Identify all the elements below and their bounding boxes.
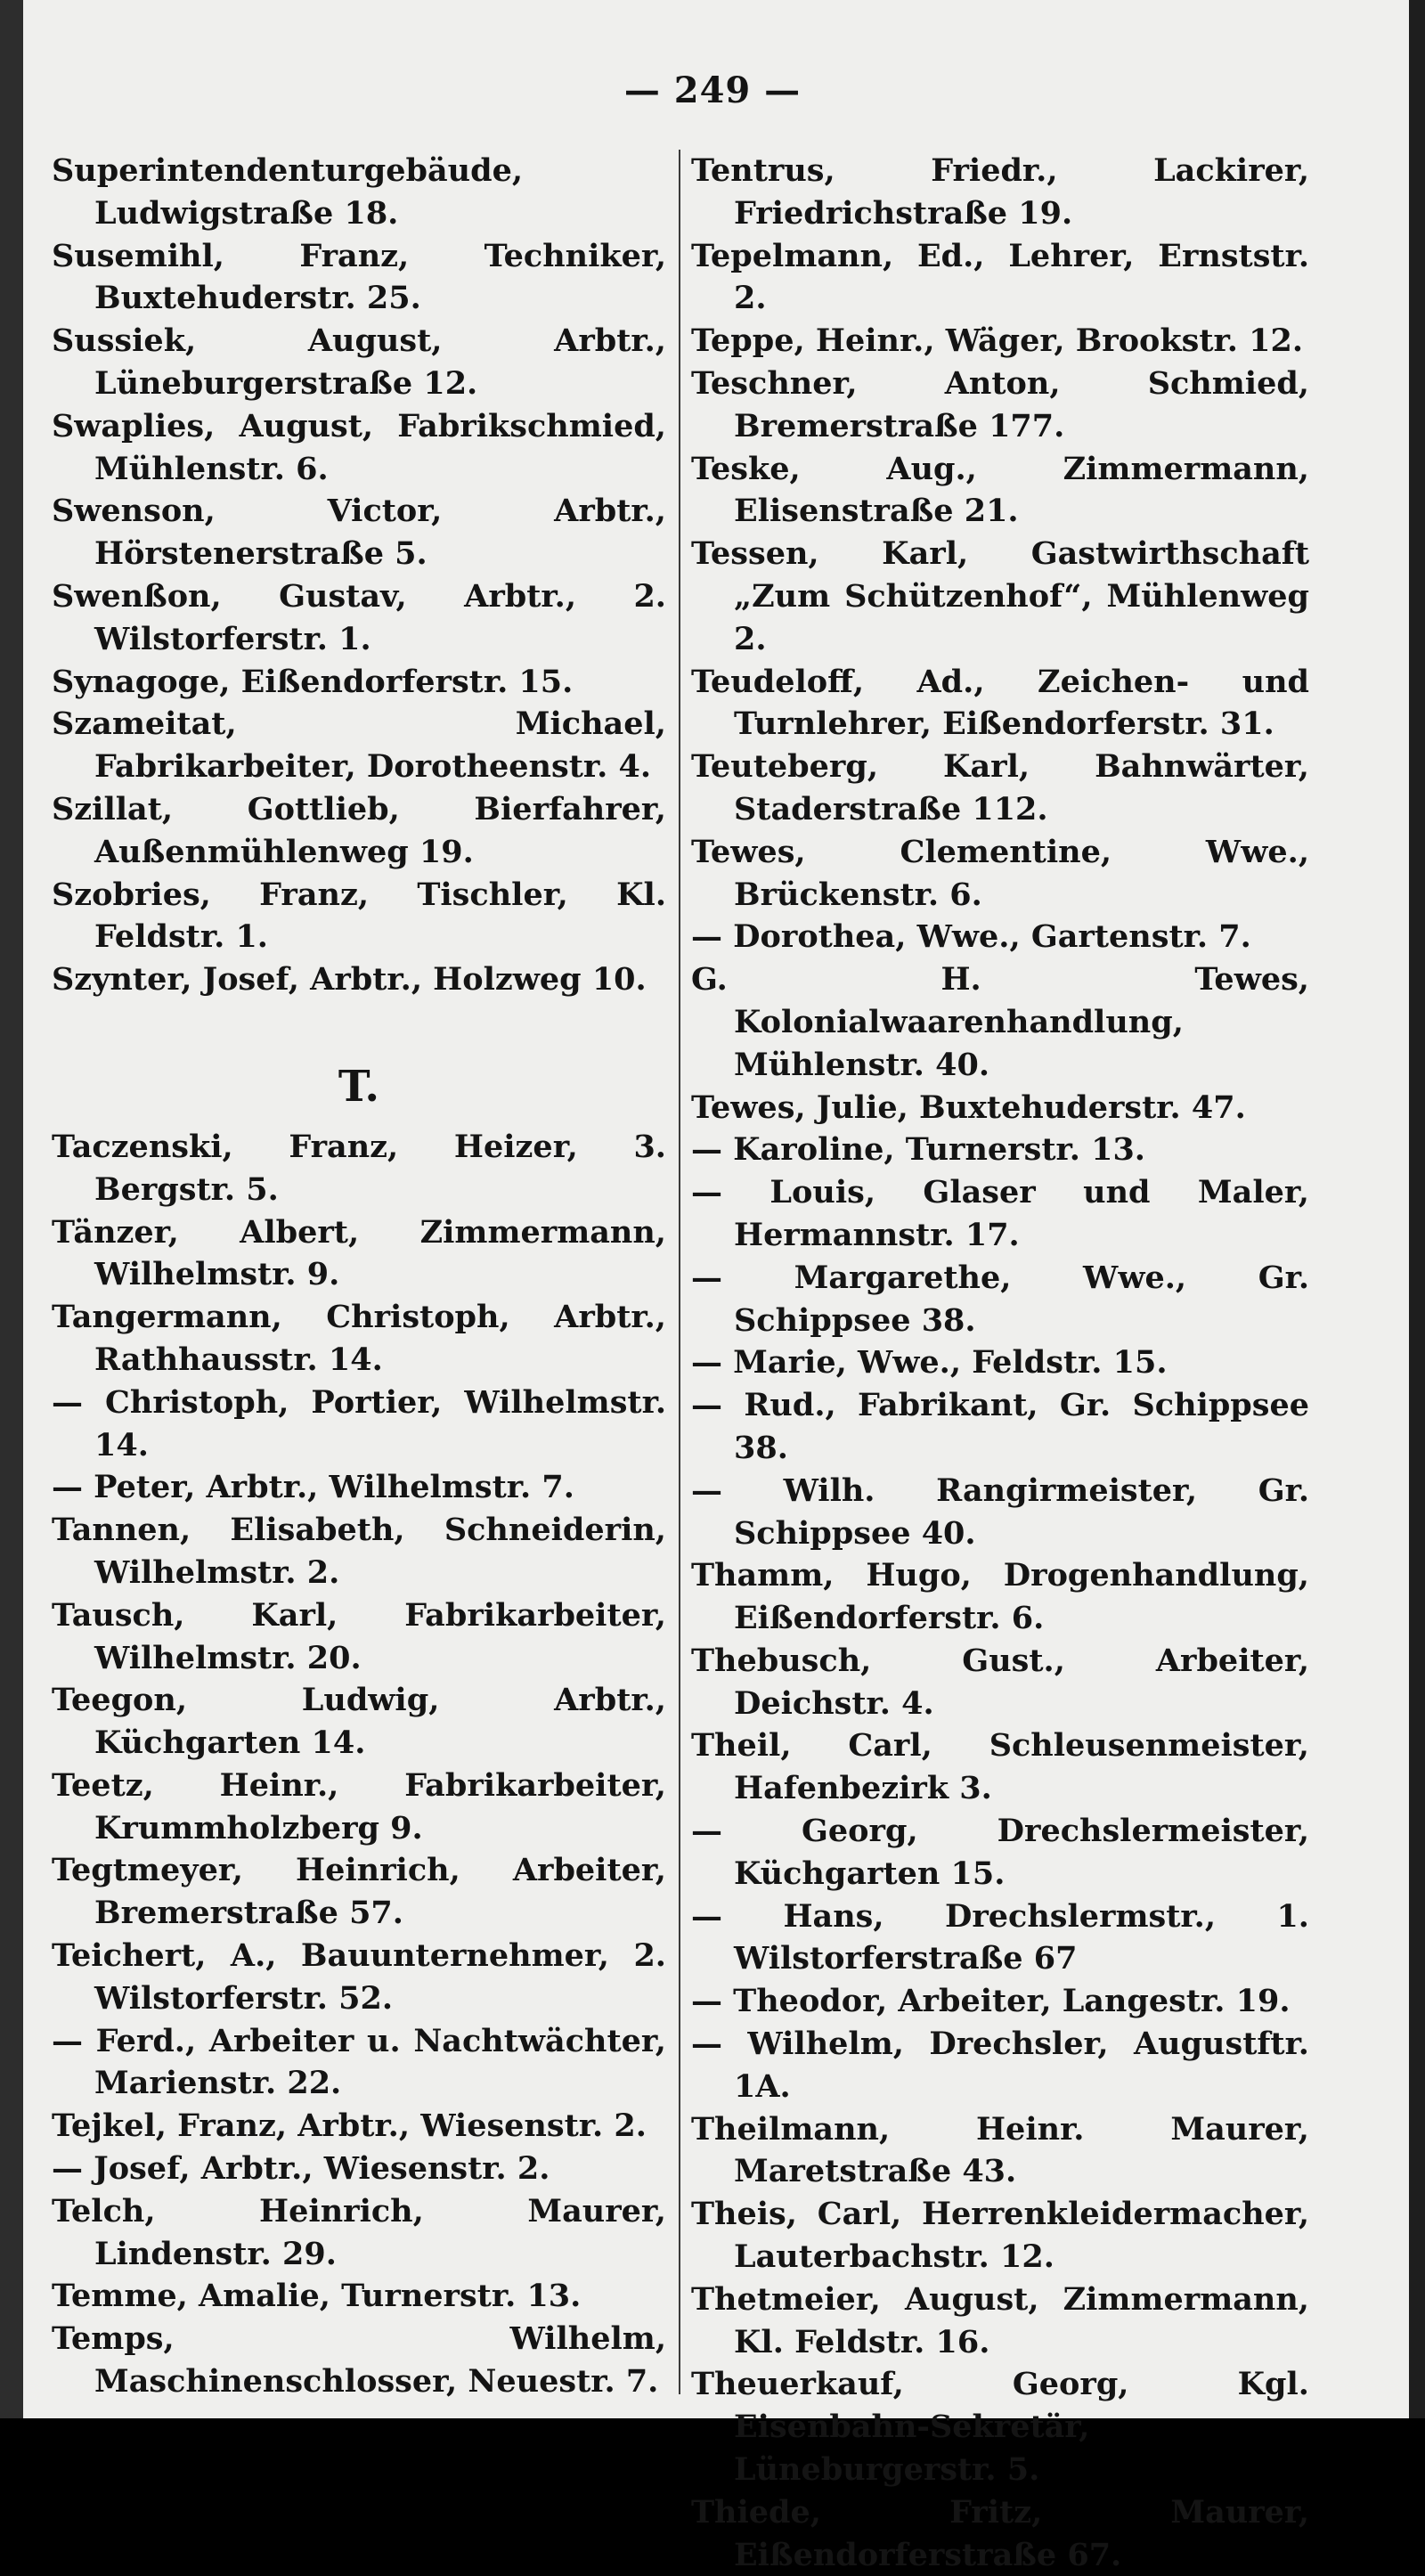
directory-entry: Tessen, Karl, Gastwirthschaft „Zum Schützenhof“, Mühlenweg 2. [691, 535, 1309, 657]
directory-entry: Szillat, Gottlieb, Bierfahrer, Außenmühlenweg 19. [52, 790, 666, 870]
directory-entry: Sussiek, August, Arbtr., Lüneburgerstraße 12. [52, 322, 666, 402]
directory-entry: — Peter, Arbtr., Wilhelmstr. 7. [52, 1469, 574, 1506]
directory-entry: Theis, Carl, Herrenkleidermacher, Lauterbachstr. 12. [691, 2196, 1309, 2276]
page-edge-left [0, 0, 23, 2418]
directory-entry: Szynter, Josef, Arbtr., Holzweg 10. [52, 961, 647, 999]
directory-entry: Teudeloff, Ad., Zeichen- und Turnlehrer, Eißendorferstr. 31. [691, 663, 1309, 743]
directory-entry: — Hans, Drechslermstr., 1. Wilstorferstraße 67 [691, 1897, 1309, 1977]
directory-entry: Temme, Amalie, Turnerstr. 13. [52, 2278, 582, 2315]
directory-entry: Tewes, Julie, Buxtehuderstr. 47. [691, 1088, 1246, 1126]
directory-entry: Teetz, Heinr., Fabrikarbeiter, Krummholzberg 9. [52, 1766, 666, 1846]
directory-entry: Tegtmeyer, Heinrich, Arbeiter, Bremerstraße 57. [52, 1852, 666, 1932]
directory-entry: — Rud., Fabrikant, Gr. Schippsee 38. [691, 1387, 1309, 1466]
directory-entry: Swenson, Victor, Arbtr., Hörstenerstraße 5. [52, 493, 666, 573]
directory-entry: Theil, Carl, Schleusenmeister, Hafenbezirk 3. [691, 1727, 1309, 1807]
directory-entry: — Karoline, Turnerstr. 13. [691, 1131, 1145, 1169]
directory-entry: Tejkel, Franz, Arbtr., Wiesenstr. 2. [52, 2107, 647, 2145]
directory-entry: — Margarethe, Wwe., Gr. Schippsee 38. [691, 1259, 1309, 1339]
directory-entry: Superintendenturgebäude, Ludwigstraße 18. [52, 152, 524, 232]
section-letter-heading: T. [338, 1061, 380, 1112]
directory-entry: Teichert, A., Bauunternehmer, 2. Wilstorferstr. 52. [52, 1937, 666, 2017]
directory-entry: Teske, Aug., Zimmermann, Elisenstraße 21. [691, 450, 1309, 530]
directory-entry: Tangermann, Christoph, Arbtr., Rathhausstr. 14. [52, 1299, 666, 1378]
directory-entry: Taczenski, Franz, Heizer, 3. Bergstr. 5. [52, 1128, 666, 1208]
directory-entry: Teppe, Heinr., Wäger, Brookstr. 12. [691, 322, 1304, 360]
directory-entry: Susemihl, Franz, Techniker, Buxtehuderstr. 25. [52, 237, 666, 317]
directory-entry: Teegon, Ludwig, Arbtr., Küchgarten 14. [52, 1682, 666, 1762]
directory-entry: Theilmann, Heinr. Maurer, Maretstraße 43. [691, 2110, 1309, 2190]
directory-entry: — Georg, Drechslermeister, Küchgarten 15. [691, 1813, 1309, 1892]
directory-entry: — Wilhelm, Drechsler, Augustftr. 1A. [691, 2026, 1309, 2105]
directory-entry: Swenßon, Gustav, Arbtr., 2. Wilstorferstr. 1. [52, 577, 666, 657]
directory-entry: Theuerkauf, Georg, Kgl. Eisenbahn-Sekretär, Lüneburgerstr. 5. [691, 2366, 1309, 2489]
directory-entry: — Josef, Arbtr., Wiesenstr. 2. [52, 2150, 550, 2188]
directory-entry: — Christoph, Portier, Wilhelmstr. 14. [52, 1383, 666, 1463]
directory-entry: Teschner, Anton, Schmied, Bremerstraße 177. [691, 364, 1309, 444]
directory-entry: — Marie, Wwe., Feldstr. 15. [691, 1344, 1168, 1382]
page-edge-right [1409, 0, 1425, 2418]
directory-entry: Tausch, Karl, Fabrikarbeiter, Wilhelmstr. 20. [52, 1596, 666, 1676]
page-number: — 249 — [623, 69, 802, 111]
directory-entry: Temps, Wilhelm, Maschinenschlosser, Neuestr. 7. [52, 2320, 666, 2401]
column-divider [679, 150, 680, 2394]
directory-entry: — Wilh. Rangirmeister, Gr. Schippsee 40. [691, 1471, 1309, 1552]
directory-entry: Thetmeier, August, Zimmermann, Kl. Feldstr. 16. [691, 2280, 1309, 2360]
directory-entry: Szobries, Franz, Tischler, Kl. Feldstr. 1. [52, 876, 666, 956]
directory-entry: Tepelmann, Ed., Lehrer, Ernststr. 2. [691, 237, 1309, 317]
left-column [52, 150, 666, 2403]
directory-entry: Tannen, Elisabeth, Schneiderin, Wilhelmstr. 2. [52, 1512, 666, 1591]
directory-entry: Thamm, Hugo, Drogenhandlung, Eißendorferstr. 6. [691, 1557, 1309, 1637]
directory-entry: — Dorothea, Wwe., Gartenstr. 7. [691, 918, 1251, 956]
directory-entry: G. H. Tewes, Kolonialwaarenhandlung, Mühlenstr. 40. [691, 961, 1309, 1083]
directory-entry: — Louis, Glaser und Maler, Hermannstr. 17. [691, 1174, 1309, 1253]
directory-entry: Swaplies, August, Fabrikschmied, Mühlenstr. 6. [52, 407, 666, 487]
right-column [691, 150, 1309, 2576]
directory-entry: — Theodor, Arbeiter, Langestr. 19. [691, 1983, 1291, 2020]
directory-entry: Tentrus, Friedr., Lackirer, Friedrichstraße 19. [691, 152, 1309, 232]
directory-entry: Tewes, Clementine, Wwe., Brückenstr. 6. [691, 833, 1309, 913]
directory-entry: Synagoge, Eißendorferstr. 15. [52, 663, 574, 700]
directory-entry: — Ferd., Arbeiter u. Nachtwächter, Marienstr. 22. [52, 2022, 666, 2102]
directory-entry: Telch, Heinrich, Maurer, Lindenstr. 29. [52, 2192, 666, 2272]
directory-entry: Tänzer, Albert, Zimmermann, Wilhelmstr. 9. [52, 1213, 666, 1293]
directory-entry: Szameitat, Michael, Fabrikarbeiter, Dorotheenstr. 4. [52, 705, 666, 786]
directory-entry: Thebusch, Gust., Arbeiter, Deichstr. 4. [691, 1642, 1309, 1722]
directory-entry: Thiede, Fritz, Maurer, Eißendorferstraße 67. [691, 2493, 1309, 2573]
directory-entry: Teuteberg, Karl, Bahnwärter, Staderstraße 112. [691, 748, 1309, 827]
